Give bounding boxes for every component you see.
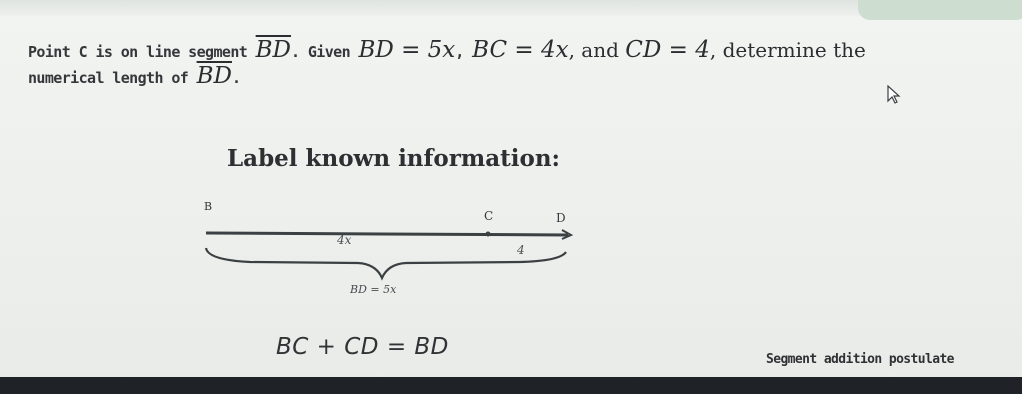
- problem-given: . Given: [290, 43, 359, 61]
- segment-diagram: [190, 192, 590, 312]
- point-c-dot: [486, 232, 491, 237]
- problem-sep2: , and: [568, 38, 626, 62]
- segment-line: [206, 233, 568, 235]
- point-d-label: D: [556, 211, 566, 225]
- given-bc: BC = 4x: [472, 37, 569, 63]
- bc-length-label: 4x: [337, 233, 352, 247]
- cd-length-label: 4: [517, 243, 525, 257]
- bottom-bar: [0, 377, 1022, 394]
- problem-tail-b: numerical length of: [28, 69, 197, 87]
- bd-length-label: BD = 5x: [350, 283, 397, 296]
- point-b-label: B: [204, 200, 213, 213]
- problem-tail-a: , determine the: [709, 38, 866, 62]
- problem-statement: [28, 38, 1018, 90]
- mouse-cursor-icon: [886, 85, 902, 105]
- bd-brace: [206, 248, 566, 278]
- problem-sep1: ,: [455, 43, 473, 61]
- problem-end: .: [231, 69, 241, 87]
- section-heading: Label known information:: [227, 145, 561, 172]
- problem-intro: Point C is on line segment: [28, 43, 256, 61]
- postulate-label: Segment addition postulate: [766, 352, 954, 367]
- given-cd: CD = 4: [625, 37, 710, 63]
- segment-bd-2: $\overline{BD}$: [196, 63, 232, 89]
- given-bd: BD = 5x: [358, 37, 456, 63]
- segment-addition-equation: BC + CD = BD: [276, 334, 449, 360]
- segment-bd: $\overline{BD}$: [255, 37, 291, 63]
- corner-button[interactable]: [858, 0, 1022, 20]
- point-c-label: C: [484, 209, 494, 223]
